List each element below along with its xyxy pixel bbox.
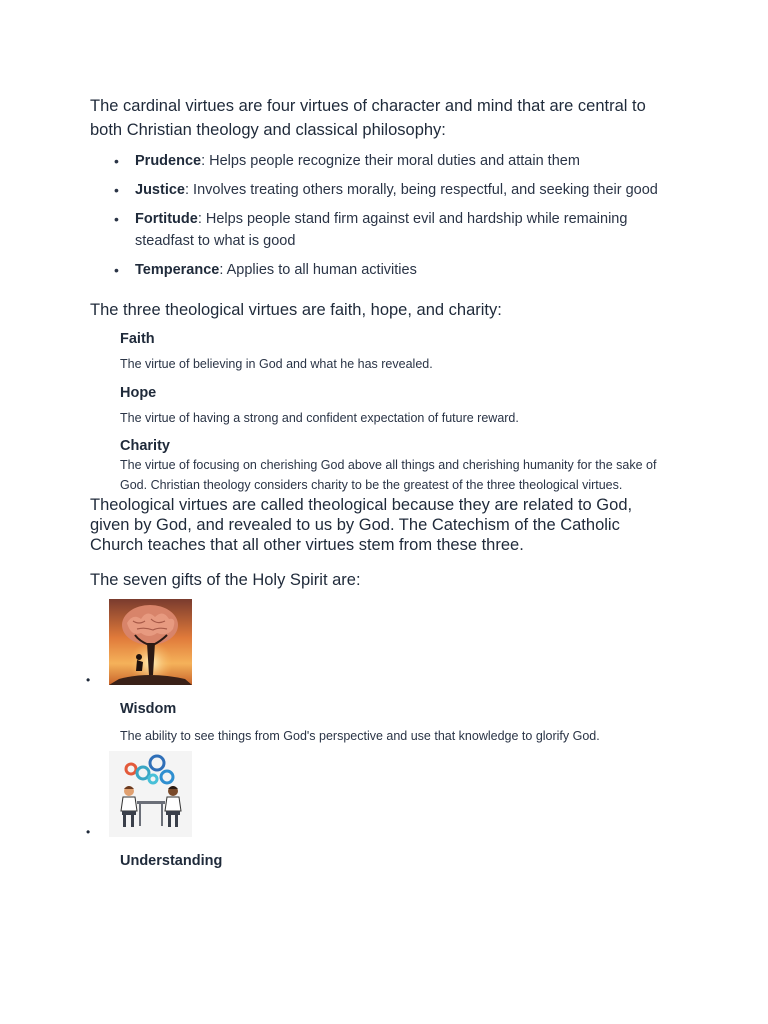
- virtue-description: : Helps people stand firm against evil and hardship while remaining steadfast to what is good: [135, 211, 628, 249]
- virtue-heading: Charity: [120, 438, 170, 454]
- list-item: [114, 208, 670, 252]
- bullet-icon: •: [86, 825, 91, 839]
- virtue-description: : Applies to all human activities: [219, 262, 417, 278]
- virtue-description: The virtue of believing in God and what he has revealed.: [120, 357, 433, 371]
- bullet-icon: •: [86, 673, 91, 687]
- brain-tree-image: [109, 599, 192, 685]
- virtue-name: Temperance: [135, 262, 220, 278]
- gift-description: The ability to see things from God's perspective and use that knowledge to glorify God.: [120, 729, 600, 743]
- virtue-heading: Faith: [120, 331, 155, 347]
- bullet-icon: •: [114, 182, 119, 198]
- virtue-name: Justice: [135, 182, 185, 198]
- list-item: [114, 259, 670, 281]
- virtue-heading: Hope: [120, 384, 157, 401]
- cardinal-intro: The cardinal virtues are four virtues of character and mind that are central to both Christian theology and classical philosophy:: [90, 97, 646, 139]
- virtue-description: : Involves treating others morally, being respectful, and seeking their good: [184, 182, 658, 198]
- virtue-description: The virtue of having a strong and confident expectation of future reward.: [120, 410, 519, 425]
- theological-explanation: Theological virtues are called theological because they are related to God, given by God, and revealed to us by God. The Catechism of the Catholic Church teaches that all other virtues stem from these three.: [90, 496, 633, 554]
- theological-virtue-charity: [120, 436, 670, 495]
- bullet-icon: •: [114, 153, 119, 169]
- virtue-description: : Helps people recognize their moral duties and attain them: [201, 153, 580, 169]
- gift-item-wisdom: [86, 599, 670, 745]
- theological-virtue-hope: [120, 383, 670, 429]
- gift-heading: Understanding: [120, 853, 223, 869]
- cardinal-virtues-list: [90, 150, 670, 281]
- theological-intro: The three theological virtues are faith, hope, and charity:: [90, 301, 502, 319]
- virtue-name: Fortitude: [135, 211, 198, 227]
- bullet-icon: •: [114, 211, 119, 227]
- gift-heading: Wisdom: [120, 701, 177, 717]
- virtue-name: Prudence: [135, 153, 202, 169]
- theological-virtue-faith: [120, 329, 670, 375]
- virtue-description: The virtue of focusing on cherishing God above all things and cherishing humanity for the sake of God. Christian theology considers charity to be the greatest of the three theological virtues.: [120, 458, 657, 492]
- list-item: [114, 150, 670, 172]
- document-body: [86, 94, 670, 871]
- gift-item-understanding: [86, 751, 670, 871]
- people-gears-image: [109, 751, 192, 837]
- list-item: [114, 179, 670, 201]
- bullet-icon: •: [114, 262, 119, 278]
- gifts-intro: The seven gifts of the Holy Spirit are:: [90, 571, 361, 589]
